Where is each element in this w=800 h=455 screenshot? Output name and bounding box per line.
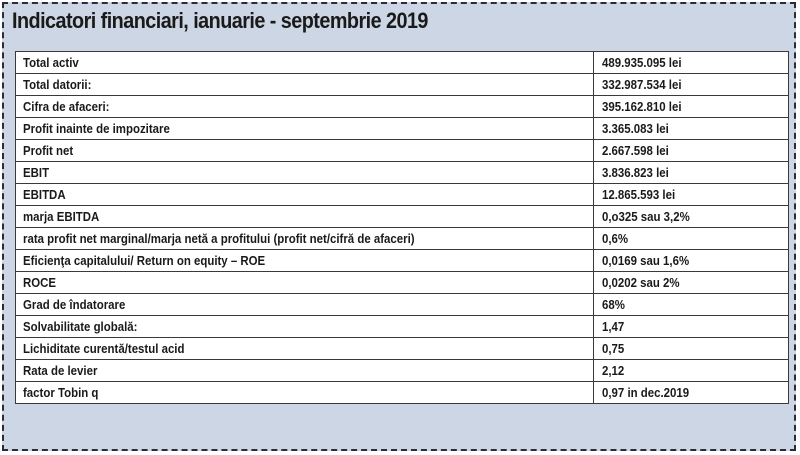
table-row [16, 118, 789, 140]
indicator-label-cell [16, 382, 594, 404]
table-row [16, 316, 789, 338]
indicator-label-cell [16, 360, 594, 382]
table-row [16, 250, 789, 272]
indicator-label-cell [16, 118, 594, 140]
table-row [16, 140, 789, 162]
indicator-value: 2,12 [602, 363, 625, 378]
indicator-label-cell [16, 74, 594, 96]
indicator-value-cell [594, 206, 789, 228]
indicator-label-cell [16, 250, 594, 272]
indicator-value-cell [594, 184, 789, 206]
indicator-label: Total activ [23, 55, 79, 70]
indicator-value: 12.865.593 lei [602, 187, 676, 202]
indicator-label-cell [16, 96, 594, 118]
indicator-label-cell [16, 184, 594, 206]
indicator-label: EBITDA [23, 187, 66, 202]
indicator-label-cell [16, 228, 594, 250]
indicator-value-cell [594, 338, 789, 360]
indicators-table-body [16, 52, 789, 404]
indicator-value-cell [594, 272, 789, 294]
table-row [16, 228, 789, 250]
table-row [16, 294, 789, 316]
indicator-label-cell [16, 162, 594, 184]
indicator-value-cell [594, 294, 789, 316]
table-row [16, 360, 789, 382]
indicator-label: EBIT [23, 165, 50, 180]
indicator-label: marja EBITDA [23, 209, 100, 224]
indicator-label-cell [16, 338, 594, 360]
indicator-label: Eficienţa capitalului/ Return on equity – ROE [23, 253, 266, 268]
indicator-value-cell [594, 52, 789, 74]
indicator-value: 0,75 [602, 341, 625, 356]
indicator-label: Total datorii: [23, 77, 92, 92]
indicator-value: 3.365.083 lei [602, 121, 669, 136]
indicator-value: 332.987.534 lei [602, 77, 682, 92]
indicator-value: 1,47 [602, 319, 625, 334]
table-row [16, 52, 789, 74]
indicators-table [15, 51, 789, 404]
indicator-value: 0,0202 sau 2% [602, 275, 680, 290]
indicator-value: 2.667.598 lei [602, 143, 669, 158]
indicator-value-cell [594, 250, 789, 272]
table-row [16, 272, 789, 294]
indicator-value: 3.836.823 lei [602, 165, 669, 180]
indicator-label-cell [16, 272, 594, 294]
indicator-value-cell [594, 74, 789, 96]
indicator-value-cell [594, 140, 789, 162]
indicator-value-cell [594, 382, 789, 404]
indicator-value-cell [594, 118, 789, 140]
indicator-value: 395.162.810 lei [602, 99, 682, 114]
indicator-label-cell [16, 52, 594, 74]
indicator-label: Solvabilitate globală: [23, 319, 138, 334]
indicator-value-cell [594, 96, 789, 118]
indicator-value: 0,0169 sau 1,6% [602, 253, 690, 268]
indicator-label: factor Tobin q [23, 385, 99, 400]
indicator-value: 0,97 in dec.2019 [602, 385, 690, 400]
indicator-value-cell [594, 360, 789, 382]
indicator-value: 0,o325 sau 3,2% [602, 209, 690, 224]
table-row [16, 162, 789, 184]
table-row [16, 206, 789, 228]
indicator-value-cell [594, 162, 789, 184]
indicator-value-cell [594, 316, 789, 338]
indicator-label: rata profit net marginal/marja netă a profitului (profit net/cifră de afaceri) [23, 231, 415, 246]
indicator-label: Cifra de afaceri: [23, 99, 110, 114]
indicator-label: Profit inainte de impozitare [23, 121, 170, 136]
indicator-label-cell [16, 294, 594, 316]
table-row [16, 96, 789, 118]
table-row [16, 74, 789, 96]
indicator-label-cell [16, 316, 594, 338]
indicator-label-cell [16, 140, 594, 162]
indicator-label: Rata de levier [23, 363, 98, 378]
indicators-panel [2, 2, 796, 451]
panel-title: Indicatori financiari, ianuarie - septembrie 2019 [12, 8, 428, 33]
table-row [16, 382, 789, 404]
indicator-label: Lichiditate curentă/testul acid [23, 341, 185, 356]
indicator-value: 489.935.095 lei [602, 55, 682, 70]
indicator-label-cell [16, 206, 594, 228]
indicator-value: 68% [602, 297, 625, 312]
indicator-value-cell [594, 228, 789, 250]
table-row [16, 184, 789, 206]
indicator-label: Profit net [23, 143, 74, 158]
table-row [16, 338, 789, 360]
indicator-value: 0,6% [602, 231, 629, 246]
indicator-label: Grad de îndatorare [23, 297, 126, 312]
indicator-label: ROCE [23, 275, 57, 290]
